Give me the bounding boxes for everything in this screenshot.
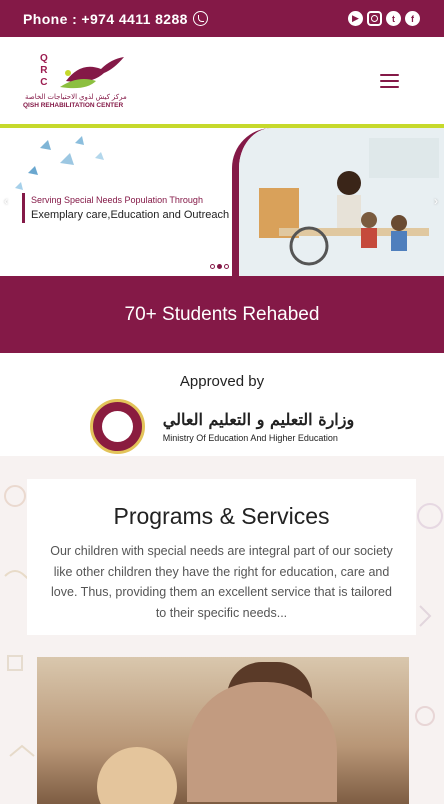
programs-photo	[37, 657, 409, 804]
slide-photo	[232, 128, 444, 276]
menu-icon[interactable]	[380, 74, 399, 88]
slider-next-icon[interactable]: ›	[434, 194, 438, 208]
logo-bird-icon	[56, 51, 126, 91]
site-logo[interactable]	[20, 49, 130, 113]
slide-caption	[22, 193, 229, 223]
slider-dot[interactable]	[224, 264, 229, 269]
slider-dot-active[interactable]	[217, 264, 222, 269]
stat-banner	[0, 276, 444, 353]
logo-letter-r: R	[40, 64, 48, 76]
approved-by-section	[0, 353, 444, 456]
classroom-illustration	[239, 128, 444, 276]
programs-card	[27, 479, 416, 635]
logo-arabic-text: مركز كيش لذوي الاحتياجات الخاصة	[25, 93, 127, 101]
logo-letter-q: Q	[40, 52, 48, 64]
instagram-icon[interactable]	[367, 11, 382, 26]
stat-text: 70+ Students Rehabed	[124, 303, 320, 325]
ministry-name	[163, 410, 354, 443]
social-links	[348, 11, 420, 26]
phone-text[interactable]: Phone : +974 4411 8288	[23, 10, 188, 27]
youtube-icon[interactable]: ▶	[348, 11, 363, 26]
photo-child	[97, 747, 177, 804]
facebook-icon[interactable]: f	[405, 11, 420, 26]
programs-description: Our children with special needs are integral part of our society like other children they have the right for education, care and love. Thus, providing them an excellent service that is tailored to their specific needs...	[50, 544, 393, 620]
whatsapp-icon[interactable]	[193, 11, 208, 26]
twitter-icon[interactable]: t	[386, 11, 401, 26]
hero-slider[interactable]	[0, 128, 444, 276]
programs-section	[0, 456, 444, 804]
ministry-arabic: وزارة التعليم و التعليم العالي	[162, 410, 355, 429]
slider-dot[interactable]	[210, 264, 215, 269]
photo-teacher	[187, 682, 337, 802]
logo-letters	[40, 53, 48, 89]
ministry-english: Ministry Of Education And Higher Education	[162, 433, 338, 443]
top-bar	[0, 0, 444, 37]
slide-caption-line1: Serving Special Needs Population Through	[31, 195, 203, 205]
approval-row	[90, 399, 354, 454]
phone-contact[interactable]	[23, 11, 208, 27]
slider-dots	[210, 264, 229, 269]
programs-title: Programs & Services	[113, 503, 330, 529]
state-of-qatar-seal	[90, 399, 145, 454]
site-header	[0, 37, 444, 124]
logo-letter-c: C	[40, 76, 48, 88]
approved-title: Approved by	[179, 373, 265, 390]
logo-english-text: QISH REHABILITATION CENTER	[23, 101, 124, 109]
slide-caption-line2: Exemplary care,Education and Outreach	[31, 209, 230, 221]
slider-prev-icon[interactable]: ‹	[4, 194, 8, 208]
